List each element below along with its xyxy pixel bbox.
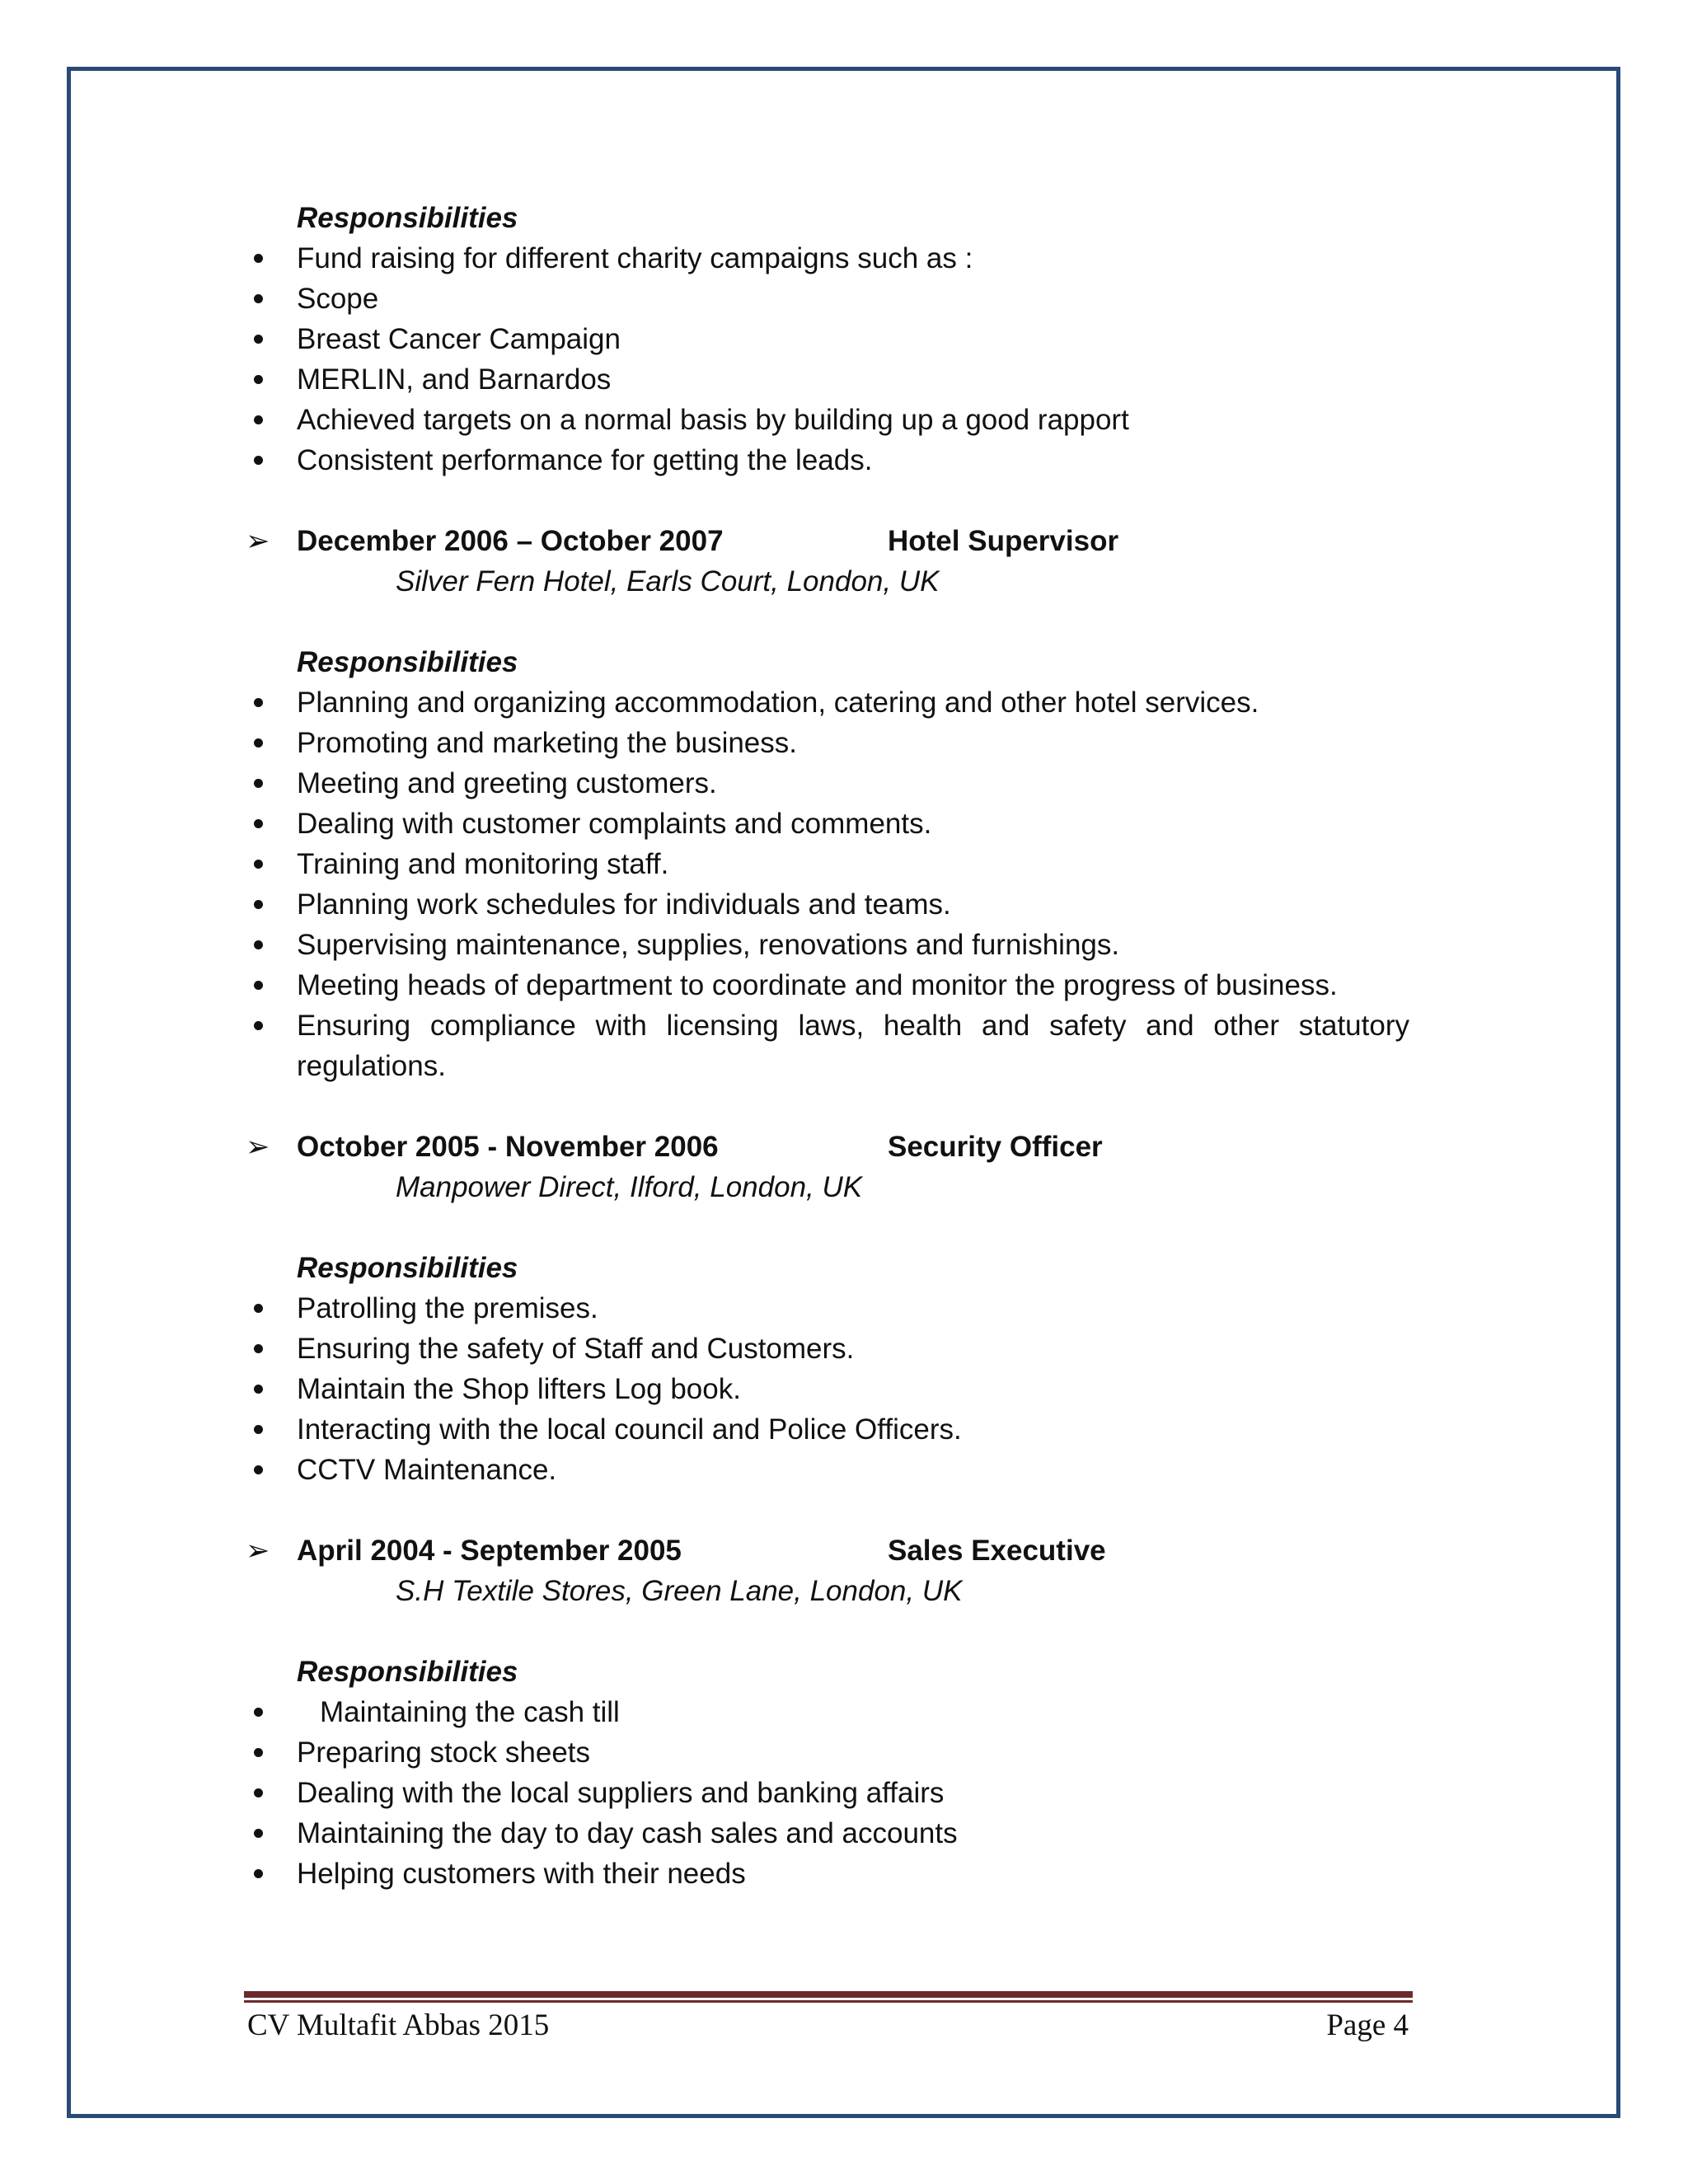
page-content (246, 198, 1409, 1894)
list-item: Interacting with the local council and Police Officers. (246, 1409, 1409, 1450)
list-item: Ensuring compliance with licensing laws, health and safety and other statutory regulations. (246, 1005, 1409, 1086)
responsibilities-heading: Responsibilities (297, 1252, 518, 1284)
arrow-bullet-icon: ➢ (246, 1535, 270, 1567)
responsibilities-list (297, 682, 1409, 1086)
list-item: Planning work schedules for individuals and teams. (246, 884, 1409, 925)
job-header (246, 1127, 1409, 1167)
footer-document-title: CV Multafit Abbas 2015 (247, 2008, 550, 2042)
job-title: Hotel Supervisor (888, 525, 1119, 557)
list-item: Maintaining the day to day cash sales and accounts (246, 1813, 1409, 1854)
arrow-bullet-icon: ➢ (246, 525, 270, 557)
list-item (246, 1692, 1409, 1732)
job-dates: October 2005 - November 2006 (297, 1131, 719, 1163)
list-item: MERLIN, and Barnardos (246, 359, 1409, 400)
footer-page-number: Page 4 (1326, 2008, 1409, 2042)
list-item: Meeting and greeting customers. (246, 763, 1409, 804)
list-item: Maintain the Shop lifters Log book. (246, 1369, 1409, 1409)
responsibilities-heading: Responsibilities (297, 646, 518, 678)
job-header (246, 1530, 1409, 1571)
list-item: Promoting and marketing the business. (246, 723, 1409, 763)
job-header (246, 521, 1409, 561)
employer: Silver Fern Hotel, Earls Court, London, UK (396, 565, 940, 598)
list-item: Breast Cancer Campaign (246, 319, 1409, 359)
responsibilities-list (297, 1692, 1409, 1894)
list-item: Planning and organizing accommodation, catering and other hotel services. (246, 682, 1409, 723)
responsibilities-list (297, 1288, 1409, 1490)
employer: S.H Textile Stores, Green Lane, London, UK (396, 1575, 963, 1607)
footer-divider (244, 1991, 1413, 1998)
list-item: Dealing with the local suppliers and banking affairs (246, 1773, 1409, 1813)
list-item: Dealing with customer complaints and comments. (246, 804, 1409, 844)
employer: Manpower Direct, Ilford, London, UK (396, 1171, 863, 1203)
responsibilities-heading: Responsibilities (297, 202, 518, 234)
list-item: Training and monitoring staff. (246, 844, 1409, 884)
job-title: Security Officer (888, 1131, 1103, 1163)
list-item: CCTV Maintenance. (246, 1450, 1409, 1490)
list-item: Patrolling the premises. (246, 1288, 1409, 1329)
job-dates: December 2006 – October 2007 (297, 525, 724, 557)
footer-divider-thin (244, 2000, 1413, 2003)
list-item: Ensuring the safety of Staff and Customers. (246, 1329, 1409, 1369)
list-item: Helping customers with their needs (246, 1854, 1409, 1894)
list-item: Meeting heads of department to coordinate and monitor the progress of business. (246, 965, 1409, 1005)
responsibilities-heading: Responsibilities (297, 1656, 518, 1688)
list-item: Consistent performance for getting the leads. (246, 440, 1409, 480)
list-item: Fund raising for different charity campaigns such as : (246, 238, 1409, 279)
job-dates: April 2004 - September 2005 (297, 1535, 682, 1567)
list-item: Scope (246, 279, 1409, 319)
arrow-bullet-icon: ➢ (246, 1131, 270, 1163)
list-item-text: Maintaining the cash till (320, 1696, 620, 1728)
job-title: Sales Executive (888, 1535, 1106, 1567)
list-item: Preparing stock sheets (246, 1732, 1409, 1773)
list-item: Achieved targets on a normal basis by building up a good rapport (246, 400, 1409, 440)
list-item: Supervising maintenance, supplies, renovations and furnishings. (246, 925, 1409, 965)
responsibilities-list (297, 238, 1409, 480)
